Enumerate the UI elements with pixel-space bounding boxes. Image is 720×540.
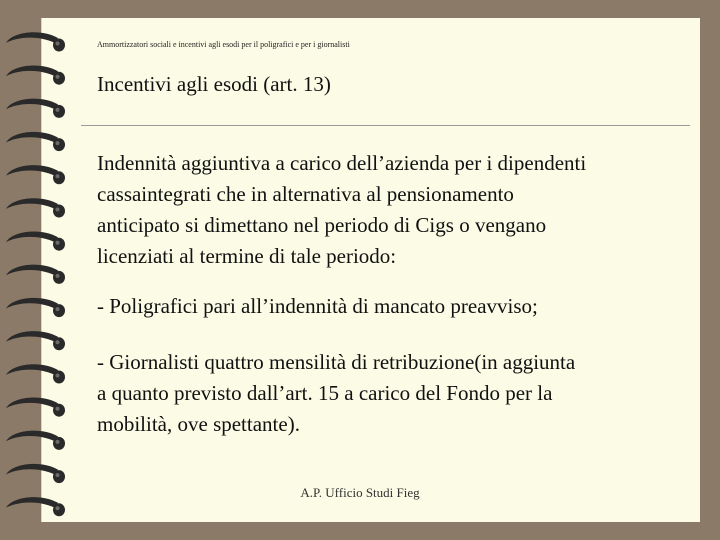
binding-ring <box>6 265 65 284</box>
title-divider <box>81 125 690 126</box>
paragraph-indennita <box>97 148 687 272</box>
binding-ring <box>6 99 65 118</box>
text-line: - Poligrafici pari all’indennità di mancato preavviso; <box>97 294 538 318</box>
binding-ring <box>6 431 65 450</box>
binding-ring <box>6 464 65 483</box>
binding-ring <box>6 231 65 250</box>
binding-ring <box>6 132 65 151</box>
text-line: Indennità aggiuntiva a carico dell’azienda per i dipendenti <box>97 151 587 175</box>
binding-ring <box>6 65 65 84</box>
binding-ring <box>6 397 65 416</box>
paragraph-giornalisti <box>97 347 687 440</box>
binding-ring <box>6 198 65 217</box>
binding-ring <box>6 165 65 184</box>
binding-ring <box>6 331 65 350</box>
spiral-binding-icon <box>0 0 80 540</box>
binding-ring <box>6 32 65 51</box>
text-line: cassaintegrati che in alternativa al pensionamento <box>97 182 514 206</box>
text-line: licenziati al termine di tale periodo: <box>97 244 397 268</box>
text-line: mobilità, ove spettante). <box>97 412 300 436</box>
binding-ring <box>6 298 65 317</box>
running-header: Ammortizzatori sociali e incentivi agli esodi per il poligrafici e per i giornalisti <box>97 40 350 49</box>
paragraph-poligrafici <box>97 291 687 322</box>
text-line: a quanto previsto dall’art. 15 a carico del Fondo per la <box>97 381 553 405</box>
footer-credit: A.P. Ufficio Studi Fieg <box>300 485 420 500</box>
binding-ring <box>6 364 65 383</box>
text-line: - Giornalisti quattro mensilità di retribuzione(in aggiunta <box>97 350 576 374</box>
slide-title: Incentivi agli esodi (art. 13) <box>97 72 331 96</box>
text-line: anticipato si dimettano nel periodo di Cigs o vengano <box>97 213 547 237</box>
